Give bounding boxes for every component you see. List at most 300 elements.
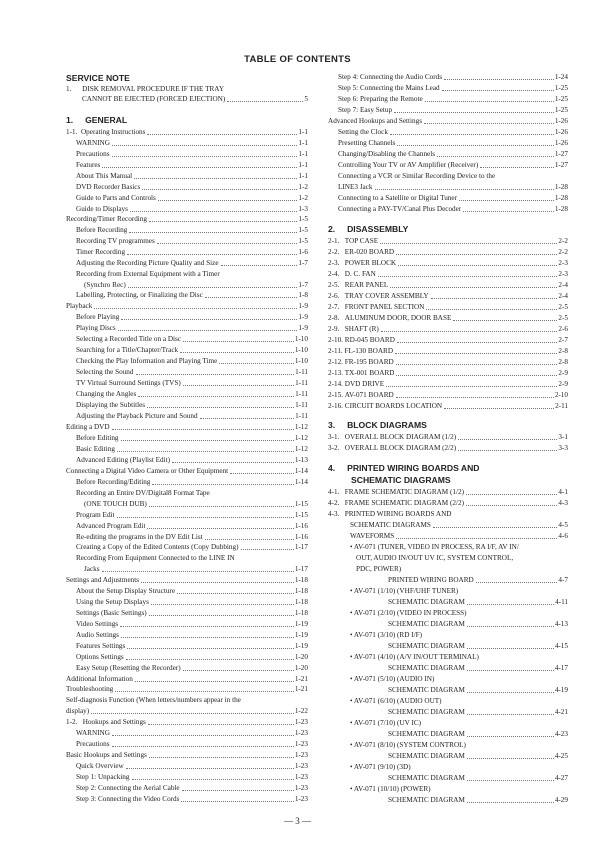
toc-entry	[328, 707, 568, 717]
toc-entry-page: 1-7	[298, 281, 308, 289]
toc-entry	[328, 193, 568, 203]
toc-entry-title: 1. DISK REMOVAL PROCEDURE IF THE TRAY	[66, 85, 225, 93]
toc-entry-page: 1-19	[294, 642, 308, 650]
toc-entry-page: 3-3	[558, 444, 568, 452]
toc-entry	[328, 795, 568, 805]
toc-entry	[328, 258, 568, 268]
toc-entry	[66, 652, 308, 662]
toc-entry	[328, 718, 568, 728]
toc-entry	[66, 225, 308, 235]
toc-entry-title: 2-2. ER-020 BOARD	[328, 248, 395, 256]
toc-entry-title: • AV-071 (2/10) (VIDEO IN PROCESS)	[350, 609, 467, 617]
dot-leader	[134, 171, 297, 179]
toc-entry-page: 1-13	[294, 456, 308, 464]
dot-leader	[425, 94, 554, 102]
toc-entry-title: Creating a Copy of the Edited Contents (Copy Dubbing)	[76, 543, 239, 551]
toc-entry	[66, 663, 308, 673]
toc-entry	[328, 498, 568, 508]
toc-entry-page: 1-14	[294, 478, 308, 486]
toc-entry-title: 1-2. Hookups and Settings	[66, 718, 146, 726]
toc-entry-page: 1-12	[294, 445, 308, 453]
toc-entry-page: 1-27	[554, 161, 568, 169]
toc-entry-page: 1-21	[294, 685, 308, 693]
toc-entry-title: Setting the Clock	[338, 128, 388, 136]
toc-entry-title: PDC, POWER)	[356, 565, 402, 573]
toc-entry-title: Editing a DVD	[66, 423, 110, 431]
dot-leader	[426, 302, 557, 310]
dot-leader	[466, 487, 557, 495]
toc-entry	[66, 510, 308, 520]
toc-entry-title: Features	[76, 161, 101, 169]
toc-entry-page: 4-5	[558, 521, 568, 529]
dot-leader	[177, 586, 294, 594]
dot-leader	[241, 542, 294, 550]
dot-leader	[126, 761, 294, 769]
toc-entry	[66, 488, 308, 498]
toc-entry	[66, 739, 308, 749]
toc-entry-page: 1-20	[294, 653, 308, 661]
toc-entry-page: 1-12	[294, 434, 308, 442]
dot-leader	[466, 498, 557, 506]
section-heading	[66, 72, 308, 84]
toc-entry-title: SERVICE NOTE	[66, 73, 130, 83]
toc-entry	[328, 553, 568, 563]
toc-entry	[328, 784, 568, 794]
toc-entry	[328, 608, 568, 618]
toc-entry-page: 1-2	[298, 183, 308, 191]
toc-entry-title: • AV-071 (8/10) (SYSTEM CONTROL)	[350, 741, 466, 749]
toc-entry-title: Re-editing the programs in the DV Edit List	[76, 533, 203, 541]
toc-entry-title: Before Playing	[76, 313, 120, 321]
dot-leader	[227, 94, 303, 102]
toc-entry-title: DVD Recorder Basics	[76, 183, 141, 191]
toc-entry-title: 3-1. OVERALL BLOCK DIAGRAM (1/2)	[328, 433, 457, 441]
toc-entry	[66, 586, 308, 596]
dot-leader	[467, 619, 554, 627]
toc-entry-title: Playback	[66, 302, 93, 310]
toc-entry-title: Video Settings	[76, 620, 119, 628]
dot-leader	[115, 684, 294, 692]
toc-entry-title: Additional Information	[66, 675, 133, 683]
toc-entry	[328, 182, 568, 192]
toc-entry	[328, 762, 568, 772]
dot-leader	[375, 182, 554, 190]
toc-entry	[328, 83, 568, 93]
toc-entry	[328, 641, 568, 651]
toc-entry-title: SCHEMATIC DIAGRAM	[388, 598, 465, 606]
toc-entry-page: 5	[304, 95, 308, 103]
toc-entry-title: Advanced Hookups and Settings	[328, 117, 423, 125]
dot-leader	[141, 575, 294, 583]
toc-entry	[66, 345, 308, 355]
dot-leader	[398, 258, 557, 266]
toc-entry-title: Troubleshooting	[66, 685, 114, 693]
toc-entry-title: Basic Hookups and Settings	[66, 751, 147, 759]
dot-leader	[431, 291, 558, 299]
dot-leader	[396, 357, 558, 365]
toc-entry-page: 1-18	[294, 576, 308, 584]
toc-entry-page: 2-3	[558, 270, 568, 278]
dot-leader	[102, 160, 297, 168]
dot-leader	[112, 138, 297, 146]
toc-entry	[66, 258, 308, 268]
toc-entry	[328, 564, 568, 574]
toc-entry	[328, 443, 568, 453]
toc-entry-title: 2-6. TRAY COVER ASSEMBLY	[328, 292, 429, 300]
toc-entry-page: 1-10	[294, 357, 308, 365]
toc-entry-page: 1-9	[298, 324, 308, 332]
dot-leader	[183, 378, 294, 386]
toc-entry	[66, 94, 308, 104]
toc-entry	[328, 72, 568, 82]
toc-entry-title: (Synchro Rec)	[84, 281, 126, 289]
toc-entry-page: 1-23	[294, 740, 308, 748]
toc-entry	[328, 696, 568, 706]
toc-entry	[66, 575, 308, 585]
toc-entry-page: 1-17	[294, 565, 308, 573]
toc-entry	[328, 116, 568, 126]
toc-entry	[66, 499, 308, 509]
dot-leader	[424, 116, 554, 124]
toc-entry	[328, 291, 568, 301]
toc-entry-page: 1-19	[294, 620, 308, 628]
toc-entry-page: 1-25	[554, 95, 568, 103]
toc-entry-title: Connecting to a Satellite or Digital Tuner	[338, 194, 457, 202]
toc-entry	[328, 379, 568, 389]
toc-entry-title: Before Editing	[76, 434, 119, 442]
toc-entry-title: Selecting the Sound	[76, 368, 134, 376]
toc-entry-title: PRINTED WIRING BOARD	[388, 576, 474, 584]
toc-entry	[328, 751, 568, 761]
toc-entry-title: • AV-071 (TUNER, VIDEO IN PROCESS, RA I/F, AV IN/	[350, 543, 519, 551]
toc-entry-title: SCHEMATIC DIAGRAM	[388, 664, 465, 672]
dot-leader	[130, 204, 298, 212]
dot-leader	[397, 138, 554, 146]
section-heading	[328, 462, 568, 474]
toc-entry	[328, 652, 568, 662]
toc-entry	[328, 674, 568, 684]
toc-entry	[328, 630, 568, 640]
toc-entry-page: 1-18	[294, 587, 308, 595]
toc-entry-page: 1-16	[294, 522, 308, 530]
toc-entry-page: 1-16	[294, 533, 308, 541]
dot-leader	[117, 510, 294, 518]
toc-entry-title: Step 6: Preparing the Remote	[338, 95, 423, 103]
toc-entry-page: 4-13	[554, 620, 568, 628]
dot-leader	[437, 149, 554, 157]
dot-leader	[151, 597, 294, 605]
toc-entry	[66, 433, 308, 443]
toc-entry	[66, 149, 308, 159]
toc-entry-page: 2-4	[558, 292, 568, 300]
toc-entry	[66, 521, 308, 531]
dot-leader	[219, 356, 293, 364]
toc-entry	[66, 532, 308, 542]
toc-entry-title: Advanced Editing (Playlist Edit)	[76, 456, 171, 464]
toc-entry	[66, 542, 308, 552]
toc-entry	[328, 357, 568, 367]
toc-entry-title: 2-12. FR-195 BOARD	[328, 358, 394, 366]
toc-entry-title: SCHEMATIC DIAGRAM	[388, 774, 465, 782]
toc-entry-title: Labelling, Protecting, or Finalizing the Disc	[76, 291, 203, 299]
dot-leader	[480, 160, 554, 168]
dot-leader	[183, 663, 294, 671]
toc-entry-title: Displaying the Subtitles	[76, 401, 146, 409]
toc-entry	[328, 269, 568, 279]
toc-entry-page: 1-18	[294, 609, 308, 617]
dot-leader	[136, 367, 295, 375]
toc-entry	[66, 160, 308, 170]
section-heading	[66, 114, 308, 126]
toc-entry-page: 1-15	[294, 511, 308, 519]
toc-entry-page: 1-9	[298, 302, 308, 310]
dot-leader	[380, 236, 557, 244]
toc-entry-page: 1-23	[294, 729, 308, 737]
toc-entry-page: 4-6	[558, 532, 568, 540]
toc-entry-page: 1-11	[295, 390, 308, 398]
toc-entry-page: 2-10	[554, 391, 568, 399]
toc-entry	[66, 717, 308, 727]
toc-entry-title: Searching for a Title/Chapter/Track	[76, 346, 179, 354]
dot-leader	[172, 455, 294, 463]
dot-leader	[467, 773, 554, 781]
toc-entry	[66, 171, 308, 181]
toc-entry	[66, 389, 308, 399]
toc-entry-page: 1-20	[294, 664, 308, 672]
toc-entry-page: 1-3	[298, 205, 308, 213]
dot-leader	[118, 323, 298, 331]
dot-leader	[183, 334, 294, 342]
toc-entry	[328, 335, 568, 345]
toc-entry-page: 1-23	[294, 762, 308, 770]
toc-entry-title: SCHEMATIC DIAGRAM	[388, 620, 465, 628]
toc-entry-title: LINE3 Jack	[338, 183, 373, 191]
toc-entry	[328, 729, 568, 739]
toc-entry-page: 1-27	[554, 150, 568, 158]
toc-entry-title: 3-2. OVERALL BLOCK DIAGRAM (2/2)	[328, 444, 457, 452]
toc-entry-title: 2-4. D. C. FAN	[328, 270, 376, 278]
toc-entry-page: 1-1	[298, 139, 308, 147]
toc-entry-page: 4-11	[555, 598, 568, 606]
toc-entry-page: 1-26	[554, 139, 568, 147]
dot-leader	[463, 204, 554, 212]
toc-entry-page: 1-5	[298, 215, 308, 223]
toc-entry	[328, 509, 568, 519]
toc-entry-page: 2-9	[558, 369, 568, 377]
toc-entry-page: 1-28	[554, 183, 568, 191]
toc-entry	[66, 619, 308, 629]
dot-leader	[396, 368, 557, 376]
toc-entry	[66, 597, 308, 607]
toc-entry-title: Adjusting the Playback Picture and Sound	[76, 412, 198, 420]
toc-entry	[66, 323, 308, 333]
toc-entry	[66, 750, 308, 760]
dot-leader	[94, 301, 297, 309]
toc-entry-title: Easy Setup (Resetting the Recorder)	[76, 664, 181, 672]
toc-entry-page: 1-23	[294, 795, 308, 803]
toc-entry-title: SCHEMATIC DIAGRAM	[388, 730, 465, 738]
toc-entry	[328, 432, 568, 442]
dot-leader	[395, 346, 557, 354]
toc-entry-title: Settings and Adjustments	[66, 576, 140, 584]
toc-entry-page: 1-10	[294, 346, 308, 354]
toc-entry-title: display)	[66, 707, 90, 715]
toc-entry-title: 2-13. TX-001 BOARD	[328, 369, 395, 377]
dot-leader	[112, 149, 298, 157]
toc-entry	[66, 772, 308, 782]
toc-entry-title: Guide to Parts and Controls	[76, 194, 156, 202]
dot-leader	[467, 729, 554, 737]
toc-entry-title: 4. PRINTED WIRING BOARDS AND	[328, 463, 480, 473]
toc-entry	[66, 290, 308, 300]
toc-entry-title: Timer Recording	[76, 248, 126, 256]
toc-entry	[66, 641, 308, 651]
dot-leader	[467, 663, 554, 671]
toc-entry	[66, 312, 308, 322]
dot-leader	[138, 389, 294, 397]
dot-leader	[121, 433, 294, 441]
toc-entry	[66, 466, 308, 476]
toc-entry-title: 1. GENERAL	[66, 115, 128, 125]
toc-entry-page: 1-2	[298, 194, 308, 202]
toc-entry	[66, 728, 308, 738]
toc-entry-page: 1-23	[294, 784, 308, 792]
dot-leader	[132, 772, 294, 780]
toc-entry-page: 4-3	[558, 499, 568, 507]
toc-entry-title: SCHEMATIC DIAGRAMS	[351, 475, 451, 485]
toc-entry-page: 1-8	[298, 291, 308, 299]
toc-entry-title: About This Manual	[76, 172, 133, 180]
toc-entry-title: Settings (Basic Settings)	[76, 609, 147, 617]
toc-entry	[66, 422, 308, 432]
toc-entry-title: About the Setup Display Structure	[76, 587, 176, 595]
dot-leader	[467, 641, 554, 649]
toc-entry	[328, 390, 568, 400]
toc-entry-page: 1-22	[294, 707, 308, 715]
dot-leader	[397, 335, 558, 343]
toc-entry-page: 2-3	[558, 259, 568, 267]
toc-entry-title: • AV-071 (4/10) (A/V IN/OUT TERMINAL)	[350, 653, 479, 661]
toc-entry-title: Precautions	[76, 740, 110, 748]
dot-leader	[149, 608, 294, 616]
toc-entry-page: 1-1	[298, 150, 308, 158]
toc-entry-page: 1-14	[294, 467, 308, 475]
dot-leader	[444, 72, 554, 80]
dot-leader	[181, 794, 293, 802]
toc-entry-title: Guide to Displays	[76, 205, 128, 213]
toc-entry	[66, 367, 308, 377]
toc-entry	[66, 138, 308, 148]
dot-leader	[135, 674, 294, 682]
toc-entry-page: 1-1	[298, 172, 308, 180]
toc-entry-title: Audio Settings	[76, 631, 119, 639]
toc-entry-page: 1-11	[295, 412, 308, 420]
toc-entry	[66, 280, 308, 290]
toc-entry-page: 1-28	[554, 205, 568, 213]
dot-leader	[112, 739, 294, 747]
dot-leader	[453, 313, 557, 321]
toc-entry-title: • AV-071 (7/10) (UV IC)	[350, 719, 422, 727]
toc-entry	[328, 105, 568, 115]
toc-entry	[66, 193, 308, 203]
toc-entry	[66, 794, 308, 804]
dot-leader	[121, 312, 297, 320]
toc-entry-page: 4-27	[554, 774, 568, 782]
toc-entry	[66, 455, 308, 465]
toc-entry-page: 2-7	[558, 336, 568, 344]
toc-entry-title: Features Settings	[76, 642, 126, 650]
dot-leader	[112, 422, 294, 430]
toc-entry-title: Presetting Channels	[338, 139, 396, 147]
dot-leader	[152, 477, 293, 485]
toc-entry	[328, 586, 568, 596]
toc-entry-title: SCHEMATIC DIAGRAMS	[350, 521, 431, 529]
toc-entry-title: 2. DISASSEMBLY	[328, 224, 409, 234]
dot-leader	[142, 182, 297, 190]
toc-entry-page: 1-5	[298, 237, 308, 245]
toc-entry	[66, 553, 308, 563]
dot-leader	[458, 432, 557, 440]
dot-leader	[205, 532, 294, 540]
dot-leader	[128, 280, 298, 288]
toc-entry-page: 4-17	[554, 664, 568, 672]
toc-entry	[66, 477, 308, 487]
toc-entry-title: Recording From Equipment Connected to the LINE IN	[76, 554, 235, 562]
toc-entry-page: 1-11	[295, 401, 308, 409]
toc-entry-title: 2-14. DVD DRIVE	[328, 380, 385, 388]
dot-leader	[378, 269, 558, 277]
toc-entry	[328, 619, 568, 629]
dot-leader	[147, 400, 294, 408]
toc-entry-page: 1-26	[554, 117, 568, 125]
toc-entry	[328, 280, 568, 290]
toc-entry	[328, 138, 568, 148]
toc-entry-title: 1-1. Operating Instructions	[66, 128, 146, 136]
dot-leader	[157, 236, 298, 244]
toc-entry-page: 2-2	[558, 237, 568, 245]
toc-entry-title: Step 4: Connecting the Audio Cords	[338, 73, 443, 81]
toc-entry	[328, 401, 568, 411]
toc-entry-title: 2-15. AV-071 BOARD	[328, 391, 394, 399]
dot-leader	[433, 520, 558, 528]
dot-leader	[459, 193, 554, 201]
toc-entry-title: 2-1. TOP CASE	[328, 237, 379, 245]
toc-entry-title: 3. BLOCK DIAGRAMS	[328, 420, 427, 430]
toc-entry-title: 2-8. ALUMINUM DOOR, DOOR BASE	[328, 314, 452, 322]
toc-entry-page: 1-24	[554, 73, 568, 81]
toc-entry-title: Recording/Timer Recording	[66, 215, 147, 223]
toc-entry-page: 2-4	[558, 281, 568, 289]
toc-entry-title: Playing Discs	[76, 324, 116, 332]
dot-leader	[467, 597, 554, 605]
toc-entry-title: Advanced Program Edit	[76, 522, 146, 530]
dot-leader	[467, 707, 554, 715]
toc-entry-title: WARNING	[76, 139, 110, 147]
toc-entry-page: 1-23	[294, 751, 308, 759]
toc-entry-page: 2-11	[555, 402, 568, 410]
toc-entry-title: (ONE TOUCH DUB)	[84, 500, 147, 508]
toc-entry	[328, 313, 568, 323]
toc-entry-title: Precautions	[76, 150, 110, 158]
dot-leader	[126, 652, 294, 660]
toc-entry	[328, 324, 568, 334]
toc-entry-page: 1-1	[298, 128, 308, 136]
toc-entry-page: 2-2	[558, 248, 568, 256]
toc-entry	[66, 444, 308, 454]
dot-leader	[396, 247, 557, 255]
toc-entry	[328, 487, 568, 497]
toc-entry-title: 2-10. RD-045 BOARD	[328, 336, 395, 344]
